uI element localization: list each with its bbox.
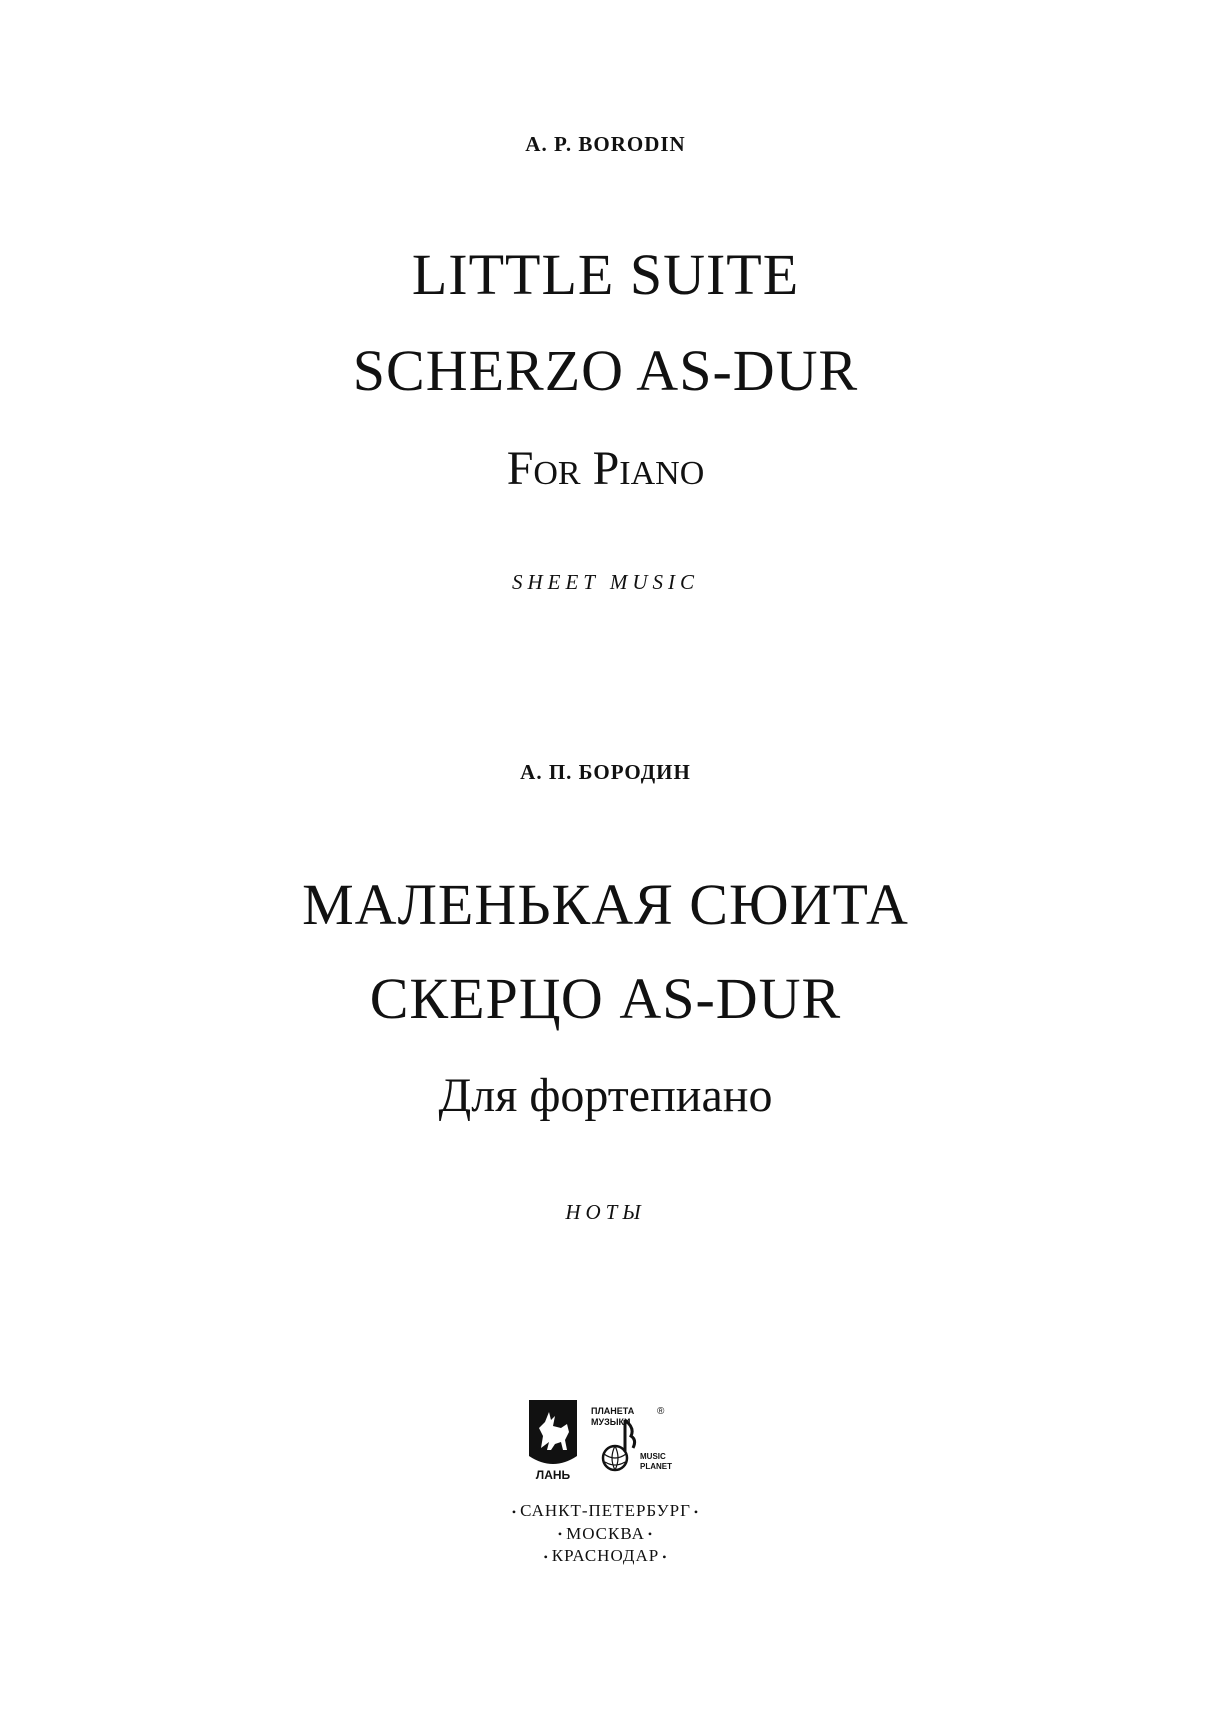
lan-logo-text: ЛАНЬ: [535, 1468, 571, 1482]
title-line2-english: SCHERZO AS-DUR: [352, 338, 859, 403]
city-saint-petersburg: САНКТ-ПЕТЕРБУРГ: [520, 1501, 691, 1520]
city-line: • МОСКВА •: [557, 1523, 654, 1543]
genre-label-russian: НОТЫ: [565, 1200, 646, 1224]
music-planet-en-line2: PLANET: [640, 1462, 672, 1471]
subtitle-english: For Piano: [506, 442, 705, 495]
publisher-logos: [527, 1398, 687, 1488]
music-planet-ru-line1: ПЛАНЕТА: [591, 1406, 635, 1416]
subtitle-russian: Для фортепиано: [438, 1069, 773, 1122]
registered-mark: ®: [657, 1406, 665, 1417]
city-line: • САНКТ-ПЕТЕРБУРГ •: [511, 1501, 700, 1520]
music-planet-en-line1: MUSIC: [640, 1452, 666, 1461]
title-line1-russian: МАЛЕНЬКАЯ СЮИТА: [302, 872, 909, 937]
genre-label-english: SHEET MUSIC: [511, 570, 700, 594]
title-line1-english: LITTLE SUITE: [411, 242, 800, 307]
city-krasnodar: КРАСНОДАР: [551, 1546, 660, 1566]
author-name-russian: А. П. БОРОДИН: [520, 760, 691, 784]
music-planet-logo-icon: [601, 1418, 641, 1474]
city-moscow: МОСКВА: [566, 1523, 645, 1543]
publisher-cities: [0, 1500, 1211, 1568]
author-name-english: A. P. BORODIN: [525, 132, 686, 156]
city-line: • КРАСНОДАР •: [543, 1546, 668, 1566]
music-planet-ru-line2: МУЗЫКИ: [591, 1417, 631, 1427]
music-planet-en-text: [640, 1452, 672, 1472]
title-line2-russian: СКЕРЦО AS-DUR: [369, 966, 842, 1031]
